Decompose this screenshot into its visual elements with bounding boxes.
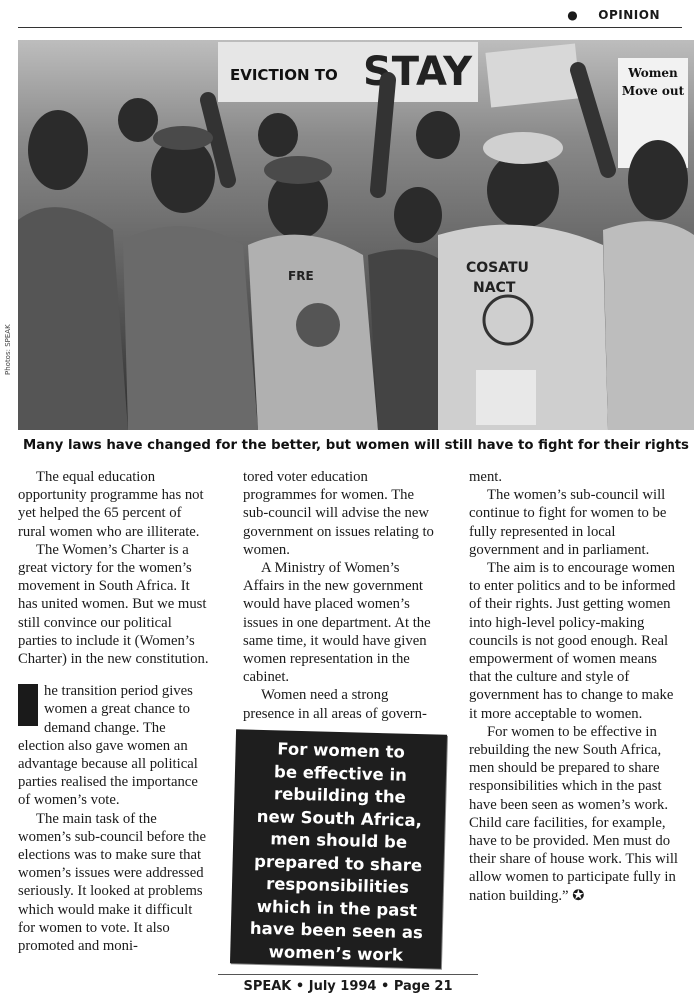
- footer-rule: [218, 974, 478, 975]
- svg-text:EVICTION TO: EVICTION TO: [230, 66, 338, 84]
- svg-text:COSATU: COSATU: [466, 260, 529, 276]
- paragraph: The women’s sub-council will continue to fight for women to be fully represented in local government and in parliament.: [469, 487, 667, 558]
- drop-cap-t: [18, 684, 38, 726]
- photo-credit: Photos: SPEAK: [4, 324, 12, 375]
- photo-caption: Many laws have changed for the better, but women will still have to fight for their rights: [23, 438, 689, 453]
- pull-quote: [230, 729, 447, 968]
- svg-text:Women: Women: [628, 66, 678, 80]
- paragraph-dropcap: [18, 682, 210, 809]
- paragraph-text: For women to be effective in rebuilding the new South Africa, men should be prepared to share responsibilities which in the past have been seen as women’s work. Child care facilities, for example, have to be provided. Men must do their share of house work. This will allow women to participate fully in nation building.”: [469, 723, 678, 904]
- paragraph: [469, 723, 681, 905]
- page-footer: SPEAK • July 1994 • Page 21: [243, 979, 453, 994]
- end-mark-icon: ✪: [572, 887, 585, 904]
- pull-quote-text: For women to be effective in rebuilding the new South Africa, men should be prepared to share responsibilities which in the past have been seen as women’s work: [249, 739, 424, 965]
- column-1: [18, 468, 210, 955]
- paragraph: tored voter education programmes for women. The sub-council will advise the new government on issues relating to women.: [243, 469, 434, 558]
- svg-text:STAY: STAY: [363, 49, 473, 95]
- svg-text:NACT: NACT: [473, 280, 516, 296]
- paragraph: The equal education opportunity programme has not yet helped the 65 percent of rural women who are illiterate.: [18, 469, 204, 540]
- svg-text:Move out: Move out: [621, 84, 685, 98]
- paragraph: The main task of the women’s sub-council before the elections was to make sure that women’s issues were addressed seriously. It looked at problems which would make it difficult for women to vote. It also promoted and moni-: [18, 810, 207, 955]
- paragraph: A Ministry of Women’s Affairs in the new government would have placed women’s issues in one department. At the same time, it would have given women representation in the cabinet.: [243, 560, 431, 686]
- svg-text:FRE: FRE: [288, 269, 314, 283]
- protest-photo: [18, 40, 694, 430]
- section-label: OPINION: [598, 8, 660, 22]
- paragraph-text: he transition period gives women a great chance to demand change. The election also gave women an advantage because all political parties realised the importance of women’s vote.: [18, 683, 198, 809]
- column-2: [243, 468, 436, 723]
- header-rule: [18, 27, 682, 28]
- bullet-icon: ●: [567, 8, 579, 22]
- paragraph: The Women’s Charter is a great victory for the women’s movement in South Africa. It has united women. But we must still convince our political parties to include it (Women’s Charter) in the new constitution.: [18, 541, 209, 668]
- paragraph: The aim is to encourage women to enter politics and to be informed of their rights. Just getting women into high-level policy-making councils is not good enough. Real empowerment of women means that the culture and style of government has to change to make it more acceptable to women.: [469, 560, 676, 722]
- column-3: [469, 468, 681, 905]
- section-header: [567, 8, 660, 22]
- paragraph: Women need a strong presence in all areas of govern-: [243, 687, 427, 722]
- paragraph: ment.: [469, 469, 503, 485]
